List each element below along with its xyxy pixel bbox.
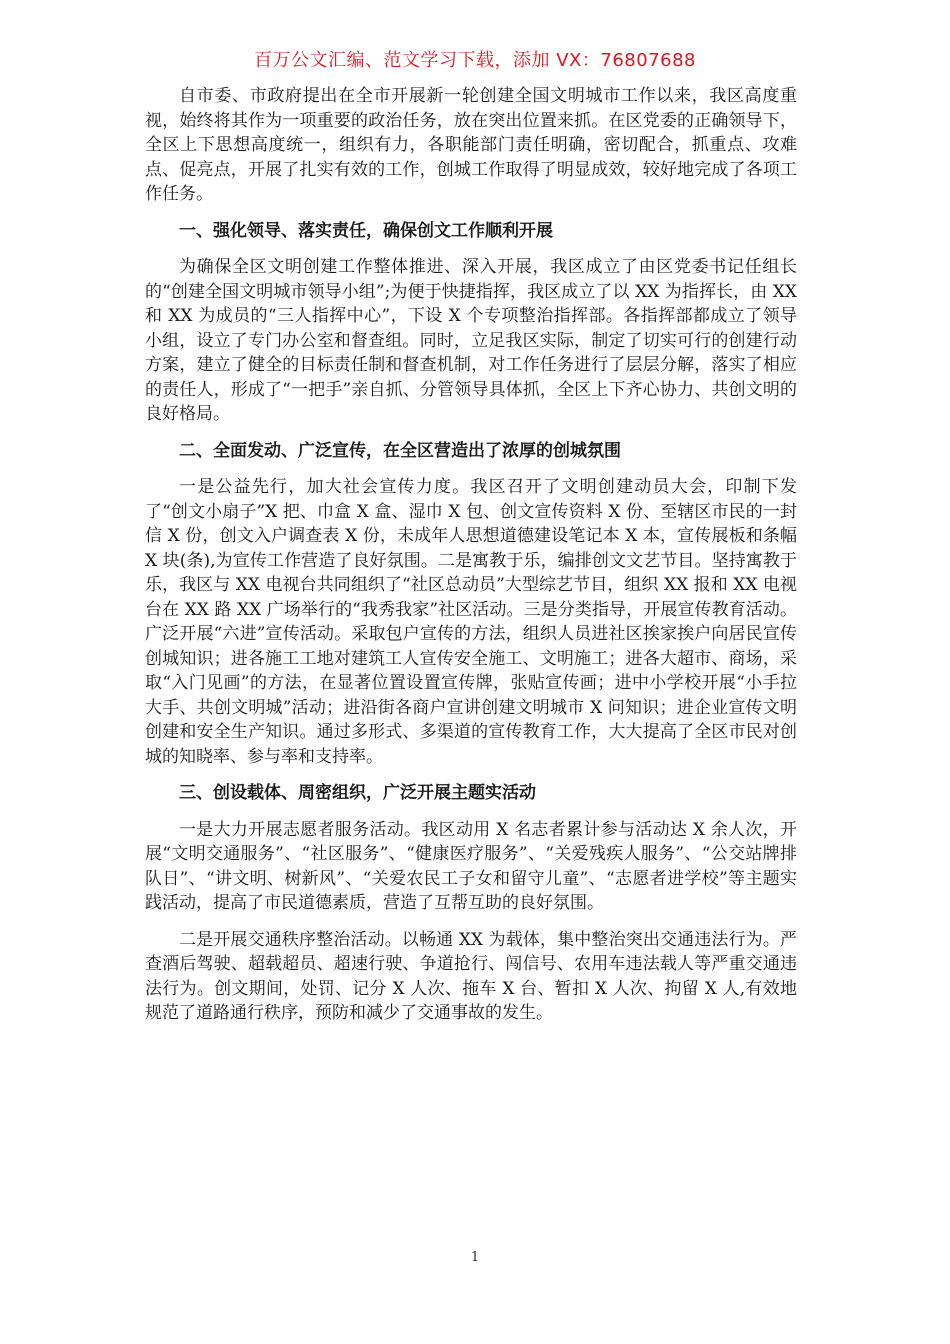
section-3-paragraph-2: 二是开展交通秩序整治活动。以畅通 XX 为载体，集中整治突出交通违法行为。严查酒后驾驶、超载超员、超速行驶、争道抢行、闯信号、农用车违法载人等严重交通违法行为。创文期间，处罚、记分 X 人次、拖车 X 台、暂扣 X 人次、拘留 X 人,有效地规范了道路通行秩序，预防和减少了交通事故的发生。 (145, 929, 797, 1023)
header-banner: 百万公文汇编、范文学习下载，添加 VX：76807688 (254, 50, 696, 71)
section-1-heading: 一、强化领导、落实责任，确保创文工作顺利开展 (179, 220, 553, 241)
section-3-paragraph-1: 一是大力开展志愿者服务活动。我区动用 X 名志者累计参与活动达 X 余人次，开展“文明交通服务”、“社区服务”、“健康医疗服务”、“关爱残疾人服务”、“公交站牌排队日”、“讲文明、树新风”、“关爱农民工子女和留守儿童”、“志愿者进学校”等主题实践活动，提高了市民道德素质，营造了互帮互助的良好氛围。 (145, 819, 797, 913)
intro-paragraph: 自市委、市政府提出在全市开展新一轮创建全国文明城市工作以来，我区高度重视，始终将其作为一项重要的政治任务，放在突出位置来抓。在区党委的正确领导下，全区上下思想高度统一，组织有力，各职能部门责任明确，密切配合，抓重点、攻难点、促亮点，开展了扎实有效的工作，创城工作取得了明显成效，较好地完成了各项工作任务。 (145, 86, 797, 204)
section-2-heading: 二、全面发动、广泛宣传，在全区营造出了浓厚的创城氛围 (179, 440, 621, 461)
section-1-paragraph: 为确保全区文明创建工作整体推进、深入开展，我区成立了由区党委书记任组长的“创建全国文明城市领导小组”;为便于快捷指挥，我区成立了以 XX 为指挥长，由 XX 和 XX 为成员的“三人指挥中心”，下设 X 个专项整治指挥部。各指挥部都成立了领导小组，设立了专门办公室和督查组。同时，立足我区实际，制定了切实可行的创建行动方案，建立了健全的目标责任制和督查机制，对工作任务进行了层层分解，落实了相应的责任人，形成了“一把手”亲自抓、分管领导具体抓，全区上下齐心协力、共创文明的良好格局。 (145, 257, 797, 424)
section-3-heading: 三、创设载体、周密组织，广泛开展主题实活动 (179, 783, 536, 803)
section-2-paragraph: 一是公益先行，加大社会宣传力度。我区召开了文明创建动员大会，印制下发了“创文小扇子”X 把、巾盒 X 盒、湿巾 X 包、创文宣传资料 X 份、至辖区市民的一封信 X 份，创文入户调查表 X 份，未成年人思想道德建设笔记本 X 本，宣传展板和条幅 X 块(条),为宣传工作营造了良好氛围。二是寓教于乐，编排创文文艺节目。坚持寓教于乐，我区与 XX 电视台共同组织了“社区总动员”大型综艺节目，组织 XX 报和 XX 电视台在 XX 路 XX 广场举行的“我秀我家”社区活动。三是分类指导，开展宣传教育活动。广泛开展“六进”宣传活动。采取包户宣传的方法，组织人员进社区挨家挨户向居民宣传创城知识；进各施工工地对建筑工人宣传安全施工、文明施工；进各大超市、商场，采取“入门见画”的方法，在显著位置设置宣传牌，张贴宣传画；进中小学校开展“小手拉大手、共创文明城”活动；进沿街各商户宣讲创建文明城市 X 问知识；进企业宣传文明创建和安全生产知识。通过多形式、多渠道的宣传教育工作，大大提高了全区市民对创城的知晓率、参与率和支持率。 (145, 477, 797, 767)
page-number: 1 (470, 1250, 480, 1265)
document-body (145, 84, 797, 1038)
